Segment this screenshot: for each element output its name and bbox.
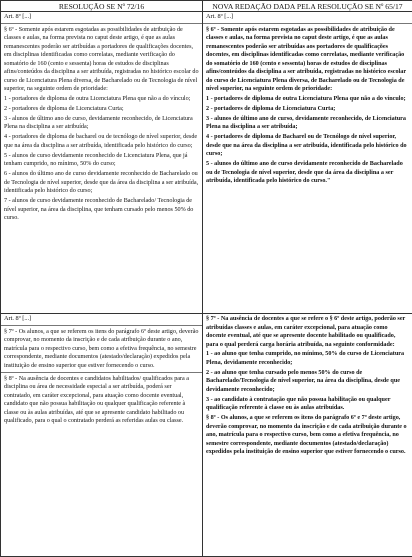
list-item: 1 - portadores de diploma de outra Licenciatura Plena que não a do vínculo;: [4, 95, 199, 104]
header-old-resolution: RESOLUÇÃO SE Nº 72/16: [1, 1, 203, 12]
paragraph: § 7º - Na ausência de docentes a que se refere o § 6º deste artigo, poderão ser atribuídas classes e aulas, em caráter excepcional, para atuação como docente eventual, até que se apresente docente habilitado ou qualificado, para o qual perderá carga horária atribuída, na seguinte conformidade:: [206, 315, 409, 349]
paragraph: § 8º - Na ausência de docentes e candidatos habilitados/ qualificados para a disciplina ou área de necessidade especial a ser atribuída, poderá ser contratado, em caráter excepcional, para atuação como docente eventual, candidato que não possua habilitação ou qualquer qualificação referente à classe ou às aulas atribuídas, até que se apresente candidato habilitado ou qualificado, para o qual o contratado perderá as referidas aulas ou classe.: [4, 375, 199, 426]
new-text-cell: [203, 12, 412, 314]
list-item: 6 - alunos do último ano de curso devidamente reconhecido de Bacharelado ou de Tecnologia de nível superior, desde que da área da disciplina a ser atribuída, identificada pelo histórico do curso;: [4, 170, 199, 196]
divider: [1, 372, 202, 373]
list-item: 3 - alunos de último ano de curso, devidamente reconhecido, de Licenciatura Plena na disciplina a ser atribuída;: [4, 115, 199, 132]
divider: [1, 325, 202, 326]
list-item: 5 - alunos do último ano de curso devidamente reconhecido de Bacharelado ou de Tecnologia de nível superior, desde que da área da disciplina a ser atribuída, identificada pelo histórico do curso.": [206, 160, 409, 186]
article-heading: Art. 8º [...]: [206, 13, 409, 22]
list-item: 1 - ao aluno que tenha cumprido, no mínimo, 50% do curso de Licenciatura Plena, devidamente reconhecido;: [206, 350, 409, 367]
header-row: [1, 1, 412, 12]
divider: [1, 23, 202, 24]
list-item: 5 - alunos de curso devidamente reconhecido de Licenciatura Plena, que já tenham cumprido, no mínimo, 50% do curso;: [4, 152, 199, 169]
new-text-cell: [203, 314, 412, 557]
list-item: 4 - portadores de diploma de Bacharel ou de Tecnólogo de nível superior, desde que na área da disciplina a ser atribuída, identificada pelo histórico do curso;: [206, 133, 409, 159]
paragraph: § 8º - Os alunos, a que se referem os itens do parágrafo 6º e 7º deste artigo, deverão comprovar, no momento da inscrição e de cada atribuição durante o ano, matrícula para o respectivo curso, bem como a efetiva frequência, no semestre correspondente, mediante documentos (atestado/declaração) expedidos pela instituição de ensino superior que estiver fornecendo o curso.: [206, 414, 409, 457]
divider: [203, 23, 412, 24]
table-row-paragraph-6: [1, 12, 412, 314]
paragraph: § 7º - Os alunos, a que se referem os itens do parágrafo 6º deste artigo, deverão comprovar, no momento da inscrição e de cada atribuição durante o ano, matrícula para o respectivo curso, bem como a efetiva frequência, no semestre correspondente, mediante documentos (atestado/declaração) expedidos pela instituição de ensino superior que estiver fornecendo o curso.: [4, 328, 199, 371]
article-heading: Art. 8º [...]: [4, 13, 199, 22]
list-item: 3 - ao candidato à contratação que não possua habilitação ou qualquer qualificação referente à classe ou às aulas atribuídas.: [206, 396, 409, 413]
old-text-cell: [1, 314, 203, 557]
article-heading: Art. 8º [...]: [4, 315, 199, 324]
list-item: 7 - alunos de curso devidamente reconhecido de Bacharelado/ Tecnologia de nível superior, na área da disciplina, que tenham cursado pelo menos 50% do curso.: [4, 197, 199, 223]
list-item: 3 - alunos de último ano de curso, devidamente reconhecido, de Licenciatura Plena na disciplina a ser atribuída;: [206, 115, 409, 132]
table-row-paragraphs-7-8: [1, 314, 412, 557]
list-item: 2 - portadores de diploma de Licenciatura Curta;: [206, 105, 409, 114]
list-item: 1 - portadores de diploma de outra Licenciatura Plena que não a do vínculo;: [206, 95, 409, 104]
list-item: 2 - ao aluno que tenha cursado pelo menos 50% do curso de Bacharelado/Tecnologia de nível superior, na área da disciplina, desde que devidamente reconhecido;: [206, 369, 409, 395]
list-item: 2 - portadores de diploma de Licenciatura Curta;: [4, 105, 199, 114]
header-new-resolution: NOVA REDAÇÃO DADA PELA RESOLUÇÃO SE Nº 65/17: [203, 1, 412, 12]
list-item: 4 - portadores de diploma de bacharel ou de tecnólogo de nível superior, desde que na área da disciplina a ser atribuída, identificada pelo histórico do curso;: [4, 133, 199, 150]
old-text-cell: [1, 12, 203, 314]
paragraph: § 6º - Somente após estarem esgotadas as possibilidades de atribuição de classes e aulas, na forma prevista no caput deste artigo, é que as aulas remanescentes poderão ser atribuídas aos portadores de qualificações docentes, em disciplinas identificadas como correlatas, mediante verificação do somatório de 160 (cento e sessenta) horas de estudos de disciplinas afins/conteúdos da disciplina a ser atribuída, registradas no histórico escolar do curso de Licenciatura Plena diversa, de Bacharelado ou de Tecnologia de nível superior, na seguinte ordem de prioridade:: [206, 26, 409, 94]
paragraph: § 6º - Somente após estarem esgotadas as possibilidades de atribuição de classes e aulas, na forma prevista no caput deste artigo, é que as aulas remanescentes poderão ser atribuídas a portadores de qualificações docentes, em disciplinas identificadas como correlatas, mediante verificação do somatório de 160 (cento e sessenta) horas de estudos de disciplinas afins/conteúdos da disciplina a ser atribuída, registradas no histórico escolar do curso de Licenciatura Plena diversa, de Bacharelado ou de Tecnologia de nível superior, na seguinte ordem de prioridade:: [4, 26, 199, 94]
